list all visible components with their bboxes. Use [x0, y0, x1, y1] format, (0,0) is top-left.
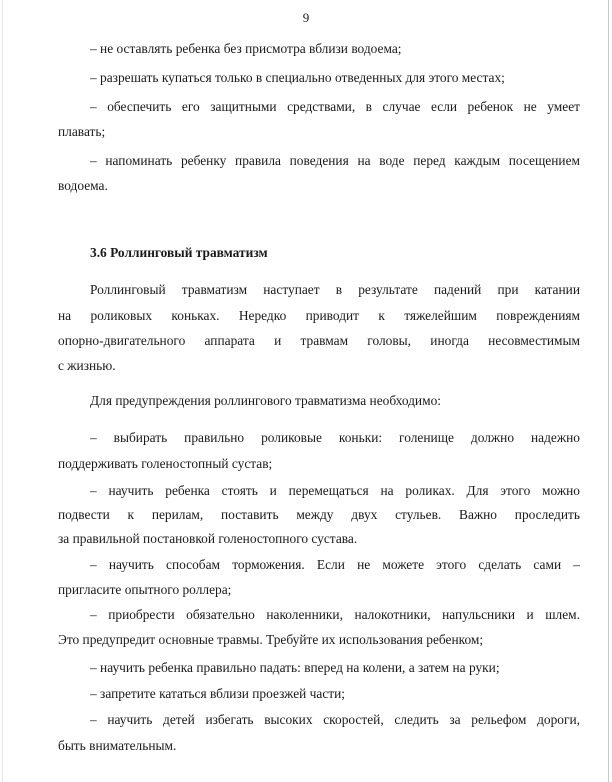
text-line: пригласите опытного роллера; [58, 582, 232, 597]
text-line: – запретите кататься вблизи проезжей части; [90, 686, 346, 701]
text-line: поддерживать голеностопный сустав; [58, 456, 273, 471]
text-line: – разрешать купаться только в специально отведенных для этого местах; [90, 70, 505, 85]
text-line: плавать; [58, 124, 106, 139]
text-line: – не оставлять ребенка без присмотра вблизи водоема; [90, 41, 402, 56]
scan-edge-left [2, 0, 3, 782]
text-line: – научить ребенка правильно падать: вперед на колени, а затем на руки; [90, 660, 500, 675]
section-heading: 3.6 Роллинговый травматизм [90, 245, 268, 260]
scan-edge-right [608, 0, 609, 782]
text-line: – научить ребенка стоять и перемещаться на роликах. Для этого можно [90, 483, 580, 498]
text-line: быть внимательным. [58, 738, 177, 753]
text-line: – выбирать правильно роликовые коньки: голенище должно надежно [90, 430, 580, 445]
text-line: – приобрести обязательно наколенники, налокотники, напульсники и шлем. [90, 607, 580, 622]
page-number: 9 [302, 10, 310, 25]
text-line: за правильной постановкой голеностопного сустава. [58, 531, 358, 546]
text-line: Для предупреждения роллингового травматизма необходимо: [90, 393, 441, 408]
text-line: на роликовых коньках. Нередко приводит к тяжелейшим повреждениям [58, 308, 580, 323]
text-line: подвести к перилам, поставить между двух стульев. Важно проследить [58, 507, 580, 522]
text-line: с жизнью. [58, 358, 116, 373]
text-line: – научить детей избегать высоких скоростей, следить за рельефом дороги, [90, 712, 580, 727]
text-line: – напоминать ребенку правила поведения на воде перед каждым посещением [90, 153, 580, 168]
text-line: Роллинговый травматизм наступает в результате падений при катании [90, 282, 580, 297]
text-line: – научить способам торможения. Если не можете этого сделать сами – [90, 557, 580, 572]
text-line: Это предупредит основные травмы. Требуйте их использования ребенком; [58, 632, 484, 647]
text-line: водоема. [58, 178, 108, 193]
text-line: – обеспечить его защитными средствами, в случае если ребенок не умеет [90, 99, 580, 114]
text-line: опорно-двигательного аппарата и травмам головы, иногда несовместимым [58, 333, 580, 348]
